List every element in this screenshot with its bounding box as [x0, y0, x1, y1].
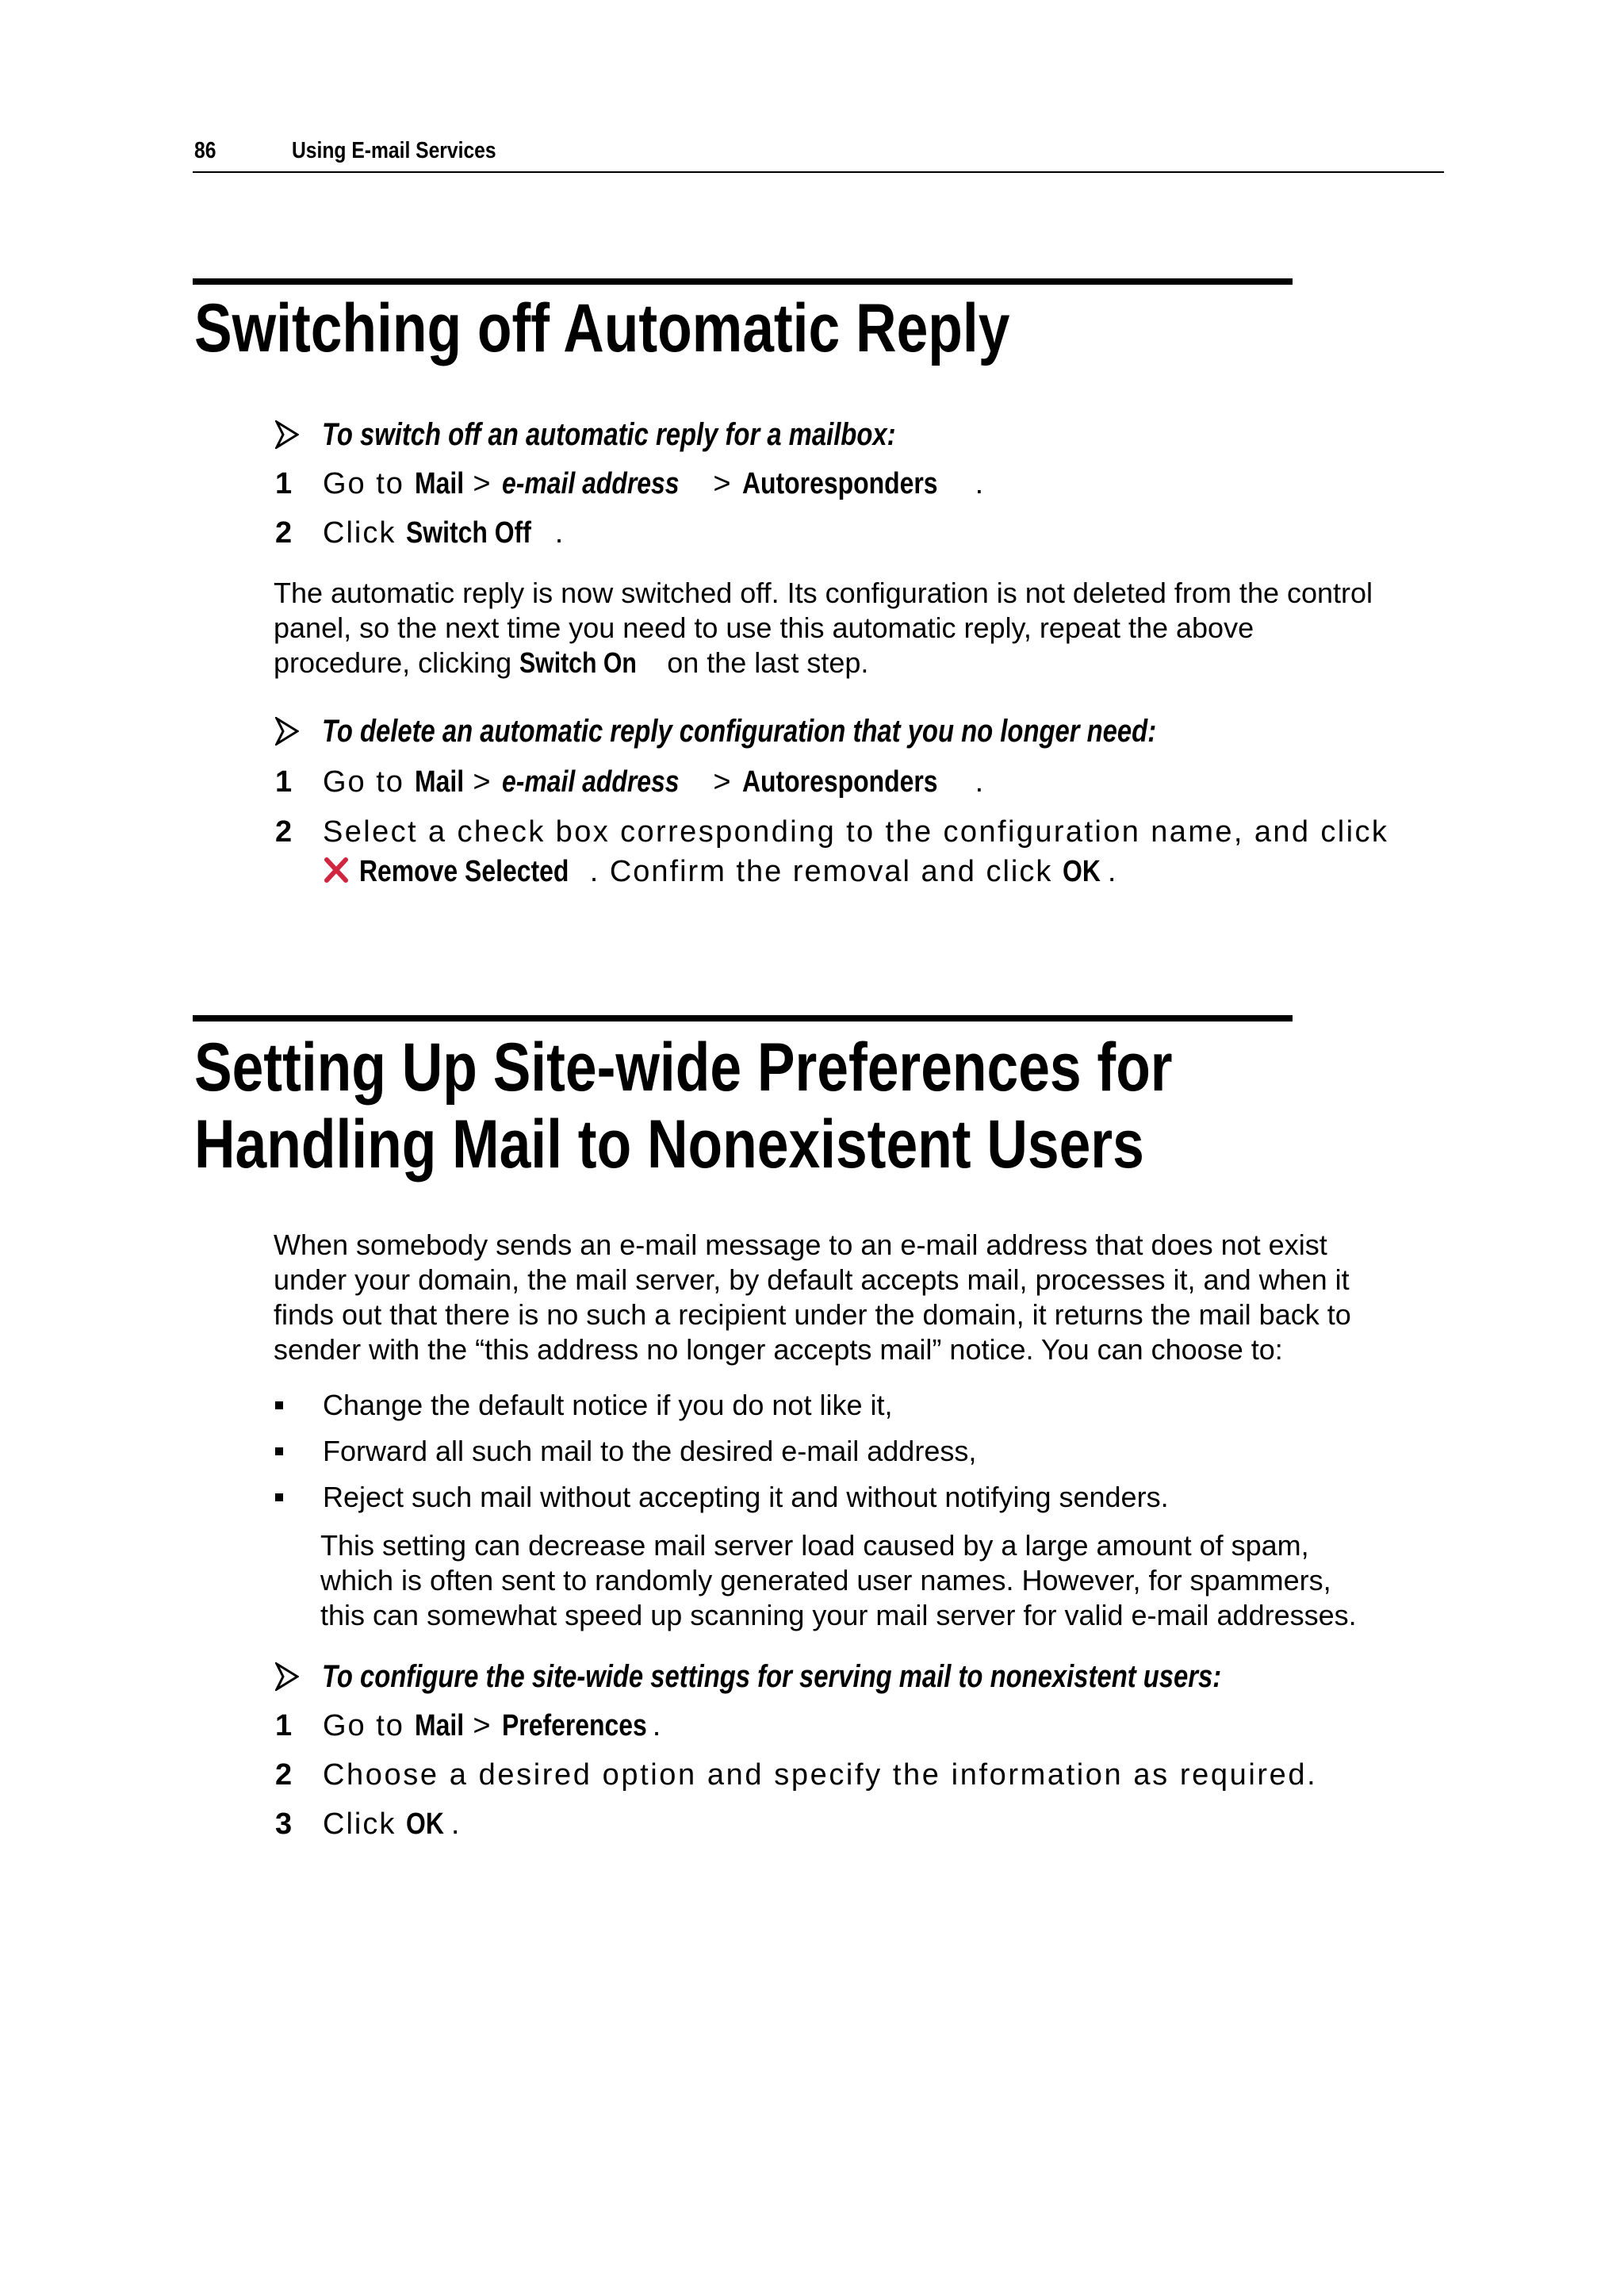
- ui-ref-switch-off: Switch Off: [405, 516, 531, 550]
- step-text: [323, 1707, 662, 1745]
- running-header: [193, 136, 1444, 173]
- step-text: . Confirm the removal and click: [589, 855, 1053, 888]
- chapter-title: Using E-mail Services: [292, 138, 496, 163]
- ui-ref-email-address: e-mail address: [502, 467, 680, 500]
- ui-ref-autoresponders: Autoresponders: [742, 765, 938, 799]
- step-number: 2: [275, 1758, 293, 1792]
- step-go-to: Go to: [323, 467, 404, 500]
- path-separator: >: [713, 765, 733, 799]
- paragraph-line: which is often sent to randomly generated user names. However, for spammers,: [320, 1564, 1331, 1596]
- step-text: [323, 1805, 461, 1843]
- paragraph-line: [274, 646, 1463, 680]
- paragraph-line: sender with the “this address no longer accepts mail” notice. You can choose to:: [274, 1333, 1283, 1366]
- step-end: .: [554, 516, 565, 550]
- step-end: .: [450, 1807, 462, 1841]
- paragraph-line: This setting can decrease mail server load caused by a large amount of spam,: [320, 1529, 1309, 1562]
- step-click: Click: [323, 1807, 396, 1841]
- arrowhead-icon: [275, 1662, 299, 1691]
- ui-ref-autoresponders: Autoresponders: [742, 467, 938, 500]
- step-end: .: [975, 765, 986, 799]
- list-item-text: Change the default notice if you do not like it,: [323, 1389, 893, 1421]
- ui-ref-mail: Mail: [414, 765, 464, 799]
- step-number: 1: [275, 467, 293, 500]
- remove-x-icon: [323, 857, 350, 884]
- step-text: Choose a desired option and specify the information as required.: [323, 1758, 1318, 1792]
- ui-ref-remove-selected: Remove Selected: [359, 855, 569, 888]
- step-number: 1: [275, 765, 293, 799]
- procedure-title-text: To configure the site-wide settings for serving mail to nonexistent users:: [322, 1659, 1222, 1694]
- step-number: 2: [275, 516, 293, 550]
- page-number: 86: [194, 138, 216, 163]
- step-end: .: [652, 1709, 663, 1742]
- arrowhead-icon: [275, 717, 299, 746]
- step-text: [323, 514, 565, 552]
- procedure-title-text: To delete an automatic reply configuration that you no longer need:: [322, 714, 1157, 749]
- step-go-to: Go to: [323, 765, 404, 799]
- section-heading-site-wide-preferences: Setting Up Site-wide Preferences for: [194, 1029, 1173, 1106]
- step-text-continued: [323, 853, 1117, 891]
- ui-ref-mail: Mail: [414, 467, 464, 500]
- square-bullet-icon: [275, 1493, 283, 1501]
- paragraph-text: on the last step.: [667, 646, 869, 679]
- note-paragraph: [320, 1528, 1510, 1633]
- step-click: Click: [323, 516, 396, 550]
- step-number: 3: [275, 1807, 293, 1841]
- step-end: .: [1107, 855, 1118, 888]
- paragraph-text: procedure, clicking: [274, 646, 512, 679]
- section-heading-switching-off: Switching off Automatic Reply: [194, 290, 1010, 366]
- list-item-text: Reject such mail without accepting it and without notifying senders.: [323, 1481, 1169, 1513]
- path-separator: >: [473, 1709, 492, 1742]
- ui-ref-preferences: Preferences: [502, 1709, 647, 1742]
- path-separator: >: [473, 467, 492, 500]
- ui-ref-ok: OK: [1062, 855, 1101, 888]
- section-rule: [193, 1015, 1293, 1022]
- step-text: [323, 465, 985, 503]
- step-text: [323, 763, 985, 801]
- step-text: Select a check box corresponding to the configuration name, and click: [323, 815, 1389, 849]
- step-number: 1: [275, 1709, 293, 1742]
- square-bullet-icon: [275, 1447, 283, 1455]
- paragraph-line: finds out that there is no such a recipient under the domain, it returns the mail back to: [274, 1298, 1351, 1331]
- path-separator: >: [473, 765, 492, 799]
- list-item-text: Forward all such mail to the desired e-mail address,: [323, 1435, 977, 1467]
- ui-ref-ok: OK: [405, 1807, 444, 1841]
- paragraph-line: this can somewhat speed up scanning your mail server for valid e-mail addresses.: [320, 1599, 1357, 1631]
- paragraph-line: The automatic reply is now switched off. Its configuration is not deleted from the control: [274, 577, 1373, 609]
- ui-ref-mail: Mail: [414, 1709, 464, 1742]
- step-number: 2: [275, 815, 293, 849]
- step-go-to: Go to: [323, 1709, 404, 1742]
- arrowhead-icon: [275, 420, 299, 449]
- body-paragraph: [274, 1228, 1463, 1367]
- square-bullet-icon: [275, 1401, 283, 1409]
- paragraph-line: panel, so the next time you need to use this automatic reply, repeat the above: [274, 611, 1254, 644]
- procedure-title-text: To switch off an automatic reply for a mailbox:: [322, 417, 896, 452]
- paragraph-line: under your domain, the mail server, by default accepts mail, processes it, and when it: [274, 1263, 1350, 1296]
- body-paragraph: [274, 576, 1463, 680]
- section-heading-site-wide-preferences-line2: Handling Mail to Nonexistent Users: [194, 1106, 1144, 1182]
- step-end: .: [975, 467, 986, 500]
- ui-ref-switch-on: Switch On: [519, 646, 638, 679]
- ui-ref-email-address: e-mail address: [502, 765, 680, 799]
- paragraph-line: When somebody sends an e-mail message to an e-mail address that does not exist: [274, 1228, 1327, 1261]
- section-rule: [193, 278, 1293, 285]
- path-separator: >: [713, 467, 733, 500]
